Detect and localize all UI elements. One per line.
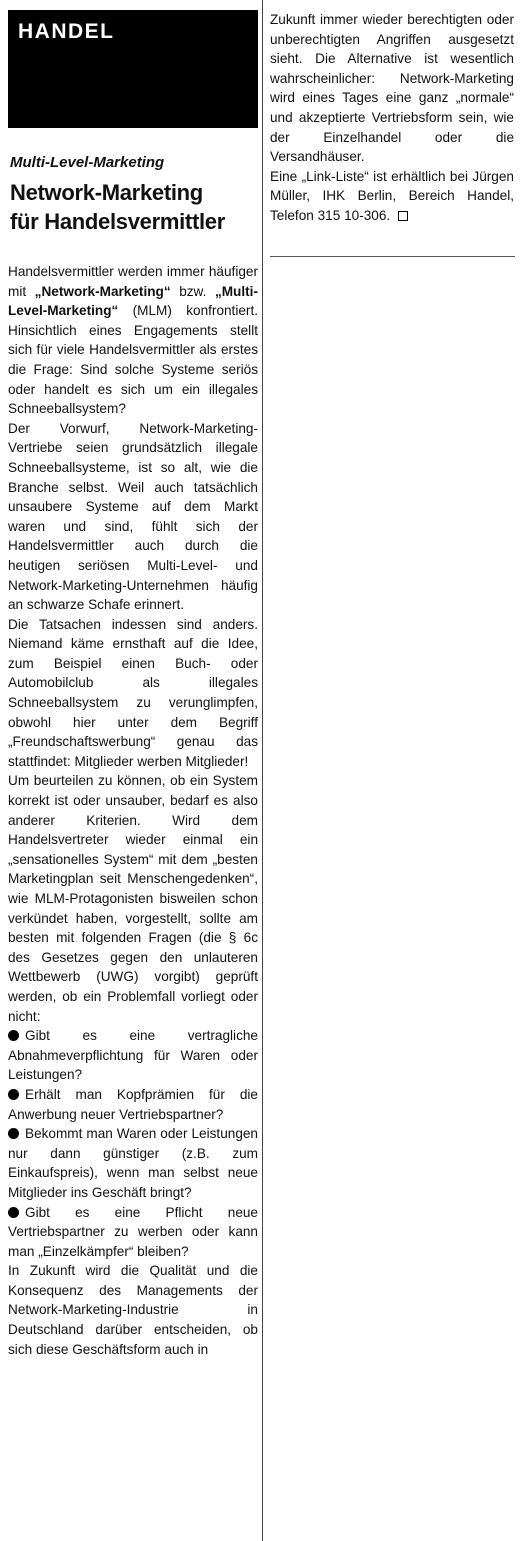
bullet-text: Bekommt man Waren oder Leistungen nur dann günstiger (z.B. zum Einkaufspreis), wenn man selbst neue Mitglieder ins Geschäft bringt?: [8, 1126, 258, 1200]
bullet-text: Gibt es eine Pflicht neue Vertriebspartner zu werben oder kann man „Einzelkämpfer“ bleiben?: [8, 1204, 258, 1259]
section-label: HANDEL: [18, 20, 115, 43]
bullet-dot-icon: [8, 1128, 19, 1139]
paragraph-6: [270, 167, 514, 226]
article-body-continued: [270, 10, 514, 226]
intro-text: Handelsvermittler werden immer häufiger mit: [8, 264, 258, 299]
left-column: [8, 10, 258, 1359]
paragraph-2: Der Vorwurf, Network-Marketing-Vertriebe seien grundsätzlich illegale Schneeballsysteme, ist so alt, wie die Branche selbst. Weil auch tatsächlich unsaubere Systeme auf dem Markt waren und sind, fühlt sich der Handelsvermittler auch durch die heutigen seriösen Multi-Level- und Network-Marketing-Unternehmen häufig an schwarze Schafe erinnert.: [8, 420, 258, 613]
paragraph-5-continued: Zukunft immer wieder berechtigten oder unberechtigten Angriffen ausgesetzt sieht. Die Alternative ist wesentlich wahrscheinlicher: Network-Marketing wird eines Tages eine ganz „normale“ und akzeptierte Vertriebsform sein, wie der Einzelhandel oder die Versandhäuser.: [270, 12, 514, 165]
bullet-text: Erhält man Kopfprämien für die Anwerbung neuer Vertriebspartner?: [8, 1086, 258, 1122]
section-banner: [8, 10, 258, 128]
bullet-item: [8, 1124, 258, 1202]
contact-text: Eine „Link-Liste“ ist erhältlich bei Jürgen Müller, IHK Berlin, Bereich Handel, Telefon 315 10-306.: [270, 168, 514, 223]
intro-rest: (MLM) konfrontiert. Hinsichtlich eines Engagements stellt sich für viele Handelsvermittler als erstes die Frage: Sind solche Systeme seriös oder handelt es sich um ein illegales Schneeballsystem?: [8, 303, 258, 417]
column-end-rule: [270, 256, 515, 257]
bullet-dot-icon: [8, 1089, 19, 1100]
bullet-item: [8, 1203, 258, 1262]
bullet-dot-icon: [8, 1207, 19, 1218]
headline-line-2: für Handelsvermittler: [10, 209, 225, 234]
end-of-article-square-icon: [398, 211, 408, 221]
intro-connector: bzw.: [170, 283, 215, 299]
paragraph-4: Um beurteilen zu können, ob ein System korrekt ist oder unsauber, bedarf es also anderer Kriterien. Wird dem Handelsvertreter wieder einmal ein „sensationelles System“ mit dem „besten Marketingplan seit Menschengedenken“, wie MLM-Protagonisten bisweilen schon verkündet haben, vorgestellt, sollte am besten mit folgenden Fragen (die § 6c des Gesetzes gegen den unlauteren Wettbewerb (UWG) vorgibt) geprüft werden, ob ein Problemfall vorliegt oder nicht:: [8, 773, 258, 1024]
term-multi-level-marketing: „Multi-Level-Marketing“: [8, 283, 258, 319]
bullet-item: [8, 1026, 258, 1085]
article-kicker: Multi-Level-Marketing: [10, 154, 165, 171]
article-headline: [10, 178, 258, 236]
bullet-dot-icon: [8, 1030, 19, 1041]
right-column: [270, 10, 514, 226]
paragraph-5: In Zukunft wird die Qualität und die Konsequenz des Managements der Network-Marketing-Industrie in Deutschland darüber entscheiden, ob sich diese Geschäftsform auch in: [8, 1263, 258, 1357]
column-divider: [262, 0, 263, 1541]
intro-paragraph: [8, 262, 258, 419]
paragraph-3: Die Tatsachen indessen sind anders. Niemand käme ernsthaft auf die Idee, zum Beispiel einen Buch- oder Automobilclub als illegales Schneeballsystem zu verunglimpfen, obwohl hier unter dem Begriff „Freundschaftswerbung“ genau das stattfindet: Mitglieder werben Mitglieder!: [8, 616, 258, 769]
article-body: [8, 262, 258, 1359]
term-network-marketing: „Network-Marketing“: [34, 283, 171, 299]
bullet-text: Gibt es eine vertragliche Abnahmeverpflichtung für Waren oder Leistungen?: [8, 1028, 258, 1083]
headline-line-1: Network-Marketing: [10, 180, 203, 205]
bullet-item: [8, 1085, 258, 1124]
